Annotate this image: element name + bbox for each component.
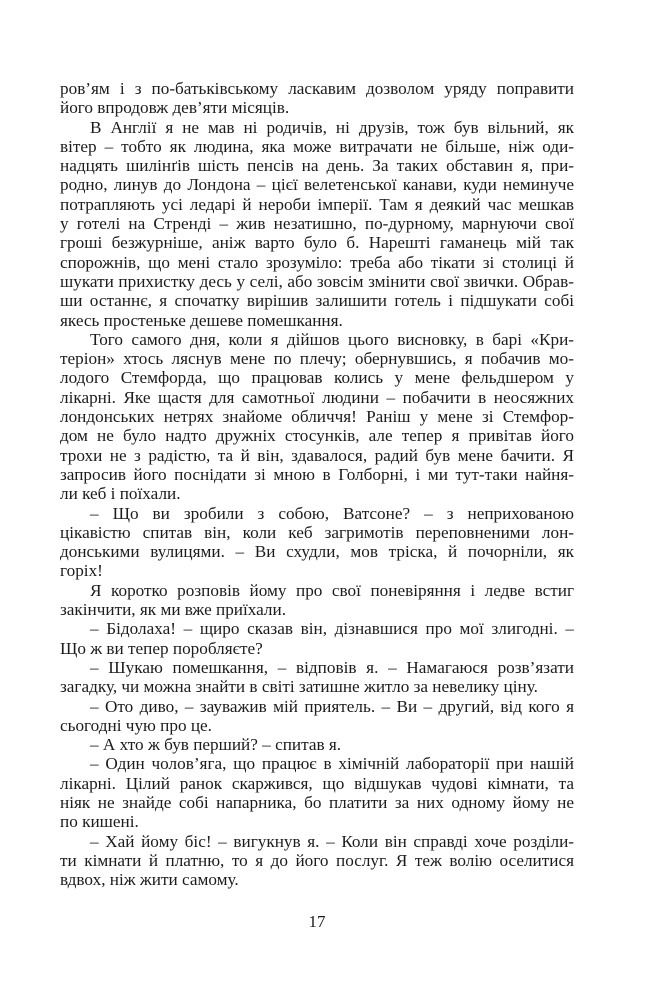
text-line: теріон» хтось ляснув мене по плечу; обернувшись, я побачив мо- — [60, 349, 574, 369]
text-line: ли кеб і поїхали. — [60, 484, 181, 504]
paragraph-first-line: Я коротко розповів йому про свої поневіряння і ледве встиг — [90, 580, 574, 600]
text-line: у готелі на Стренді – жив незатишно, по-дурному, марнуючи свої — [60, 214, 574, 234]
text-line: ров’ям і з по-батьківському ласкавим дозволом уряду поправити — [60, 79, 574, 98]
text-line: лікарні. Яке щастя для самотньої людини – побачити в неосяжних — [60, 387, 574, 407]
paragraph-first-line: Того самого дня, коли я дійшов цього висновку, в барі «Кри- — [90, 329, 574, 349]
text-line: якесь простеньке дешеве помешкання. — [60, 310, 343, 330]
text-line: ніяк не знайде собі напарника, бо платити за них одному йому не — [60, 792, 574, 812]
text-line: вітер – тобто як людина, яка може витрачати не більше, ніж оди- — [60, 136, 574, 156]
text-line: лондонських нетрях знайоме обличчя! Раніш у мене зі Стемфор- — [60, 407, 574, 427]
paragraph-first-line: – Шукаю помешкання, – відповів я. – Намагаюся розв’язати — [90, 657, 574, 677]
text-line: його впродовж дев’яти місяців. — [60, 98, 290, 118]
text-line: спорожнів, що мені стало зрозуміло: треба або тікати зі столиці й — [60, 252, 574, 272]
paragraph-first-line: – Один чолов’яга, що працює в хімічній лабораторії при нашій — [90, 754, 574, 774]
text-line: Що ж ви тепер поробляєте? — [60, 638, 263, 658]
text-line: загадку, чи можна знайти в світі затишне житло за невелику ціну. — [60, 677, 538, 697]
page-number: 17 — [308, 912, 326, 931]
paragraph-first-line: – Бідолаха! – щиро сказав він, дізнавшися про мої злигодні. – — [90, 619, 574, 639]
text-line: закінчити, як ми вже приїхали. — [60, 600, 286, 620]
text-line: по кишені. — [60, 812, 139, 832]
text-line: горіх! — [60, 561, 103, 581]
text-line: цікавістю спитав він, коли кеб загримотів переповненими лон- — [60, 522, 574, 542]
text-line: донськими вулицями. – Ви схудли, мов тріска, й почорніли, як — [60, 542, 574, 562]
text-line: шукати прихистку десь у селі, або зовсім змінити свої звички. Обрав- — [60, 271, 574, 291]
paragraph-first-line: – А хто ж був перший? – спитав я. — [90, 735, 342, 755]
text-line: лікарні. Цілий ранок скаржився, що відшукав чудові кімнати, та — [60, 773, 574, 793]
text-line: сьогодні чую про це. — [60, 715, 212, 735]
paragraph-first-line: – Ото диво, – зауважив мій приятель. – Ви – другий, від кого я — [90, 696, 574, 716]
text-line: потрапляють усі ледарі й нероби імперії. Там я деякий час мешкав — [60, 194, 574, 214]
text-line: запросив його поснідати зі мною в Голборні, і ми тут-таки найня- — [60, 464, 574, 484]
text-line: гроші безжурніше, аніж варто було б. Нарешті гаманець мій так — [60, 233, 574, 253]
text-line: ти кімнати й платню, то я до його послуг. Я теж волію оселитися — [60, 850, 574, 870]
text-line: дом не було надто дружніх стосунків, але тепер я привітав його — [60, 426, 574, 446]
paragraph-first-line: В Англії я не мав ні родичів, ні друзів, тож був вільний, як — [90, 117, 574, 137]
text-line: ши останнє, я спочатку вирішив залишити готель і підшукати собі — [60, 291, 574, 311]
text-line: родно, линув до Лондона – цієї велетенської канави, куди неминуче — [60, 175, 574, 195]
paragraph-first-line: – Хай йому біс! – вигукнув я. – Коли він справді хоче розділи- — [90, 831, 574, 851]
text-line: лодого Стемфорда, що працював колись у мене фельдшером у — [60, 368, 574, 388]
paragraph-first-line: – Що ви зробили з собою, Ватсоне? – з неприхованою — [90, 503, 574, 523]
text-line: трохи не з радістю, та й він, здавалося, радий був мене бачити. Я — [60, 445, 574, 465]
text-line: надцять шилінґів шість пенсів на день. За таких обставин я, при- — [60, 156, 574, 176]
text-line: вдвох, ніж жити самому. — [60, 870, 239, 890]
body-text — [60, 79, 574, 889]
